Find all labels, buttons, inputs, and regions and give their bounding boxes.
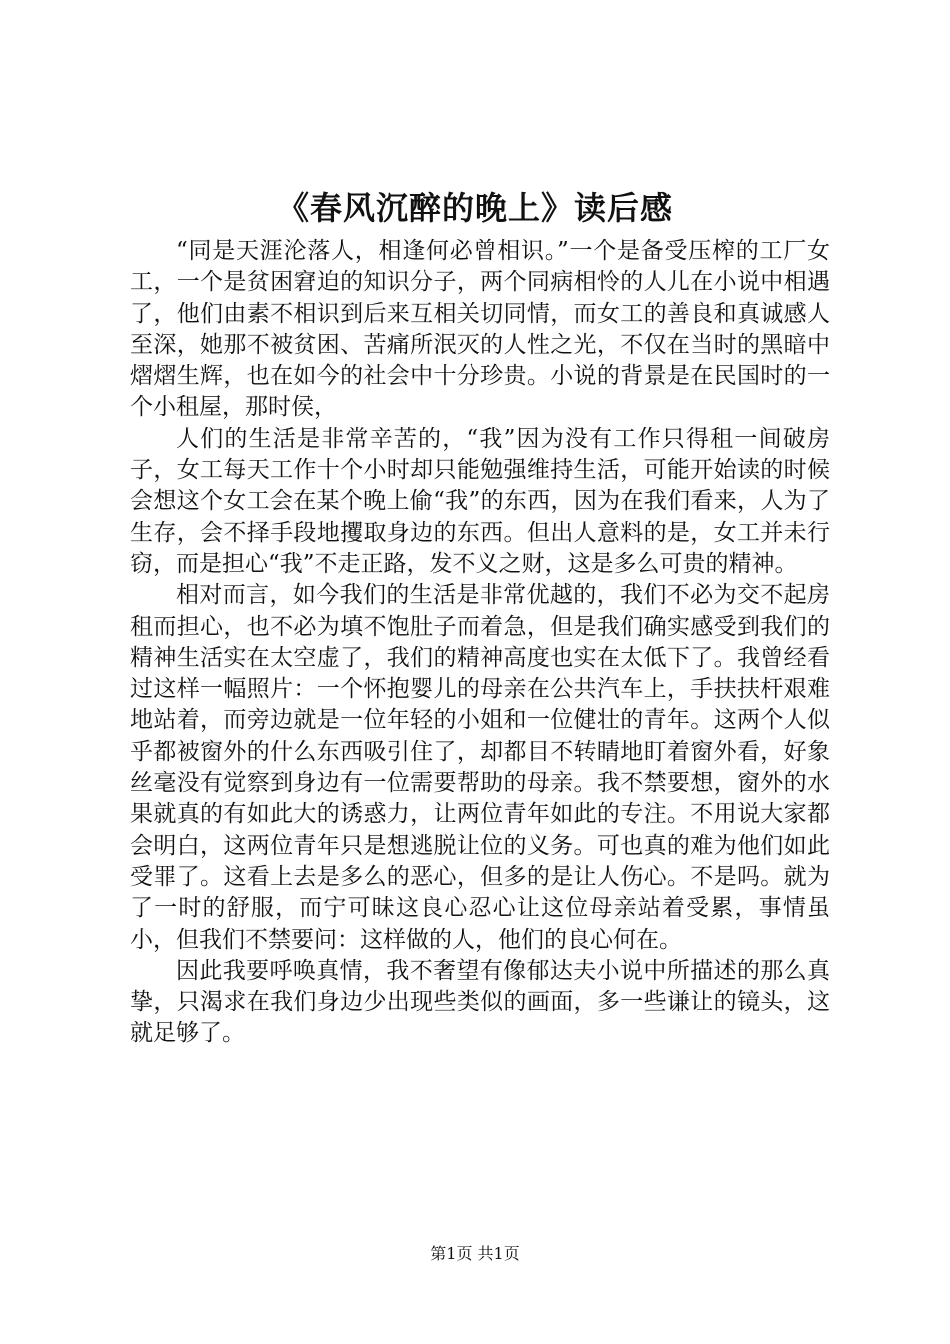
document-body: [130, 236, 830, 1050]
document-title: 《春风沉醉的晚上》读后感: [276, 189, 673, 227]
page-footer: 第1页 共1页: [430, 1244, 520, 1263]
paragraph: 因此我要呼唤真情，我不奢望有像郁达夫小说中所描述的那么真挚，只渴求在我们身边少出现些类似的画面，多一些谦让的镜头，这就足够了。: [130, 957, 830, 1047]
paragraph: 人们的生活是非常辛苦的，“我”因为没有工作只得租一间破房子，女工每天工作十个小时却只能勉强维持生活，可能开始读的时候会想这个女工会在某个晚上偷“我”的东西，因为在我们看来，人为了生存，会不择手段地攫取身边的东西。但出人意料的是，女工并未行窃，而是担心“我”不走正路，发不义之财，这是多么可贵的精神。: [130, 425, 830, 577]
paragraph: “同是天涯沦落人，相逢何必曾相识。”一个是备受压榨的工厂女工，一个是贫困窘迫的知识分子，两个同病相怜的人儿在小说中相遇了，他们由素不相识到后来互相关切同情，而女工的善良和真诚感人至深，她那不被贫困、苦痛所泯灭的人性之光，不仅在当时的黑暗中熠熠生辉，也在如今的社会中十分珍贵。小说的背景是在民国时的一个小租屋，那时侯，: [130, 238, 830, 421]
paragraph: 相对而言，如今我们的生活是非常优越的，我们不必为交不起房租而担心，也不必为填不饱肚子而着急，但是我们确实感受到我们的精神生活实在太空虚了，我们的精神高度也实在太低下了。我曾经看过这样一幅照片：一个怀抱婴儿的母亲在公共汽车上，手扶扶杆艰难地站着，而旁边就是一位年轻的小姐和一位健壮的青年。这两个人似乎都被窗外的什么东西吸引住了，却都目不转睛地盯着窗外看，好象丝毫没有觉察到身边有一位需要帮助的母亲。我不禁要想，窗外的水果就真的有如此大的诱惑力，让两位青年如此的专注。不用说大家都会明白，这两位青年只是想逃脱让位的义务。可也真的难为他们如此受罪了。这看上去是多么的恶心，但多的是让人伤心。不是吗。就为了一时的舒服，而宁可昧这良心忍心让这位母亲站着受累，事情虽小，但我们不禁要问：这样做的人，他们的良心何在。: [130, 582, 830, 953]
